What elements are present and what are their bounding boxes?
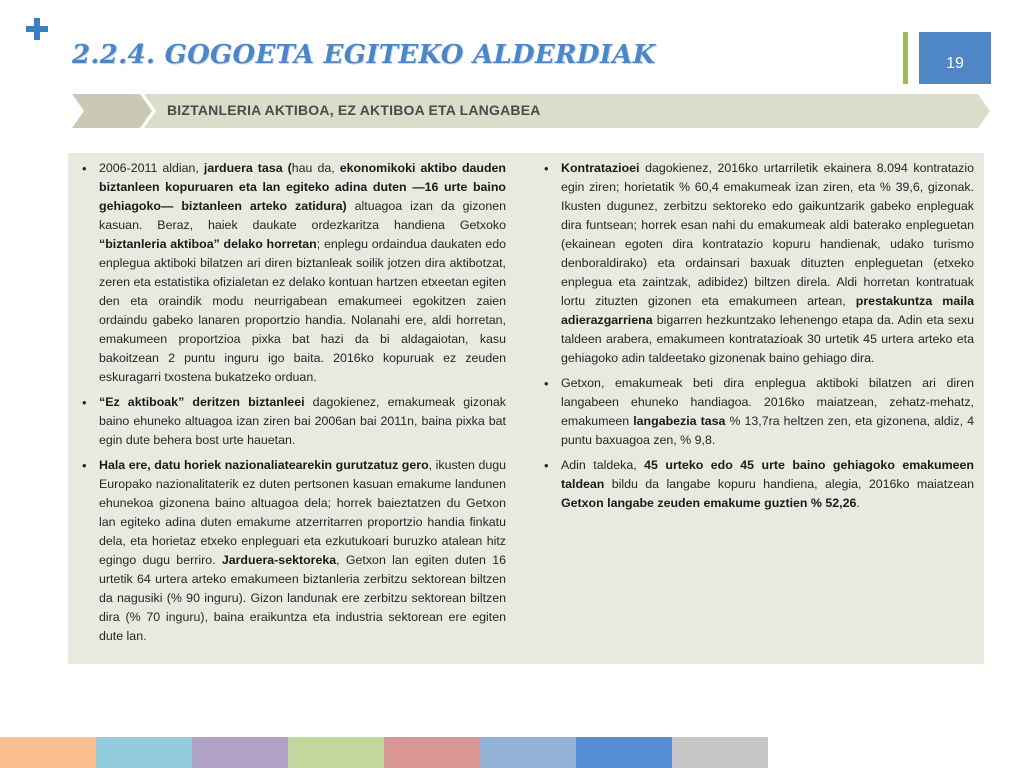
footer-segment-4 [288,737,384,768]
footer-segment-2 [96,737,192,768]
left-column [82,159,506,652]
banner-label: BIZTANLERIA AKTIBOA, EZ AKTIBOA ETA LANGABEA [167,102,541,118]
bullet-inactive-population: • “Ez aktiboak” deritzen biztanleei dagokienez, emakumeak gizonak baino ehuneko altuagoa izan ziren bai 2006an bai 2011n, baina pixka bat egin dute behera bost urte hauetan. [82,393,506,450]
footer-segment-6 [480,737,576,768]
bullet-unemployment-rate: • Getxon, emakumeak beti dira enplegua aktiboki bilatzen ari diren langabeen ehuneko handiagoa. 2016ko maiatzean, zehatz-mehatz, emakumeen langabezia tasa % 13,7ra heltzen zen, eta gizonena, aldiz, 4 puntu baxuagoa zen, % 9,8. [544,374,974,450]
right-column [544,159,974,519]
footer-segment-7 [576,737,672,768]
footer-segment-1 [0,737,96,768]
bullet-nationality-sector: • Hala ere, datu horiek nazionaliatearekin gurutzatuz gero, ikusten dugu Europako nazionalitaterik ez duten pertsonen kasuan emakume landunen ehunekoa gizonena baino altuagoa dela; horrek baieztatzen du Getxon lan egiteko adina duten emakume atzerritarren proportzio handia finkatu dela, eta horietaz etxeko enpleguari eta ezkutukoari buruzko atalean hitz egingo dugu berriro. Jarduera-sektoreka, Getxon lan egiten duten 16 urtetik 64 urtera arteko emakumeen biztanleria zerbitzu sektorean biltzen da nagusiki (% 90 inguru). Gizon landunak ere zerbitzu sektorean biltzen dira (% 70 inguru), baina eraikuntza eta industria sektorean ere egiten dute lan. [82,456,506,646]
accent-divider [903,32,908,84]
footer-segment-3 [192,737,288,768]
footer-segment-5 [384,737,480,768]
footer-segment-8 [672,737,768,768]
banner-chevron-left [72,94,152,128]
content-panel [68,153,984,664]
page-number-box [919,32,991,84]
section-banner [72,94,992,128]
page-title: 2.2.4. GOGOETA EGITEKO ALDERDIAK [72,40,656,70]
footer-color-bar [0,737,768,768]
plus-icon [24,16,50,42]
page-number: 19 [946,55,964,72]
bullet-contracts: • Kontratazioei dagokienez, 2016ko urtarriletik ekainera 8.094 kontratazio egin ziren; horietatik % 60,4 emakumeak izan ziren, eta % 39,6, gizonak. Ikusten dugunez, zerbitzu sektoreko edo gaikuntzarik gabeko enpleguak dira funtsean; horrek esan nahi du emakumeak aldi baterako enpleguetan (ekainean egoten dira kontratazio kopuru handienak, udako turismo denboraldirako) eta ordainsari baxuak dituzten enpleguetan (etxeko enplegua eta zaintzak, adibidez) biltzen direla. Aldi horretan kontratuak lortu zituzten gizonen eta emakumeen artean, prestakuntza maila adierazgarriena bigarren hezkuntzako lehenengo etapa da. Adin eta sexu taldeen arabera, emakumeen kontratazioak 30 urtetik 45 urtera arteko eta gehiagoko adin taldeetako gizonenak baino gehiago dira. [544,159,974,368]
bullet-age-groups: • Adin taldeka, 45 urteko edo 45 urte baino gehiagoko emakumeen taldean bildu da langabe kopuru handiena, alegia, 2016ko maiatzean Getxon langabe zeuden emakume guztien % 52,26. [544,456,974,513]
bullet-activity-rate: • 2006-2011 aldian, jarduera tasa (hau da, ekonomikoki aktibo dauden biztanleen kopuruaren eta lan egiteko adina duten —16 urte baino gehiagoko— biztanleen arteko zatidura) altuagoa izan da gizonen kasuan. Beraz, haiek daukate ordezkaritza handiena Getxoko “biztanleria aktiboa” delako horretan; enplegu ordaindua daukaten edo enplegua aktiboki bilatzen ari diren biztanleak soilik jotzen dira aktibotzat, zeren eta estatistika ofizialetan ez delako kontuan hartzen etxeetan egiten den eta oraindik modu neurrigabean emakumeei egokitzen zaien ordaindu gabeko lanaren proportzio handia. Nolanahi ere, aldi horretan, emakumeen proportzioa pixka bat hazi da bi aldagaiotan, kasu bakoitzean 2 puntu inguru igo baita. 2016ko kopuruak ez zeuden eskuragarri txostena bukatzeko orduan. [82,159,506,387]
